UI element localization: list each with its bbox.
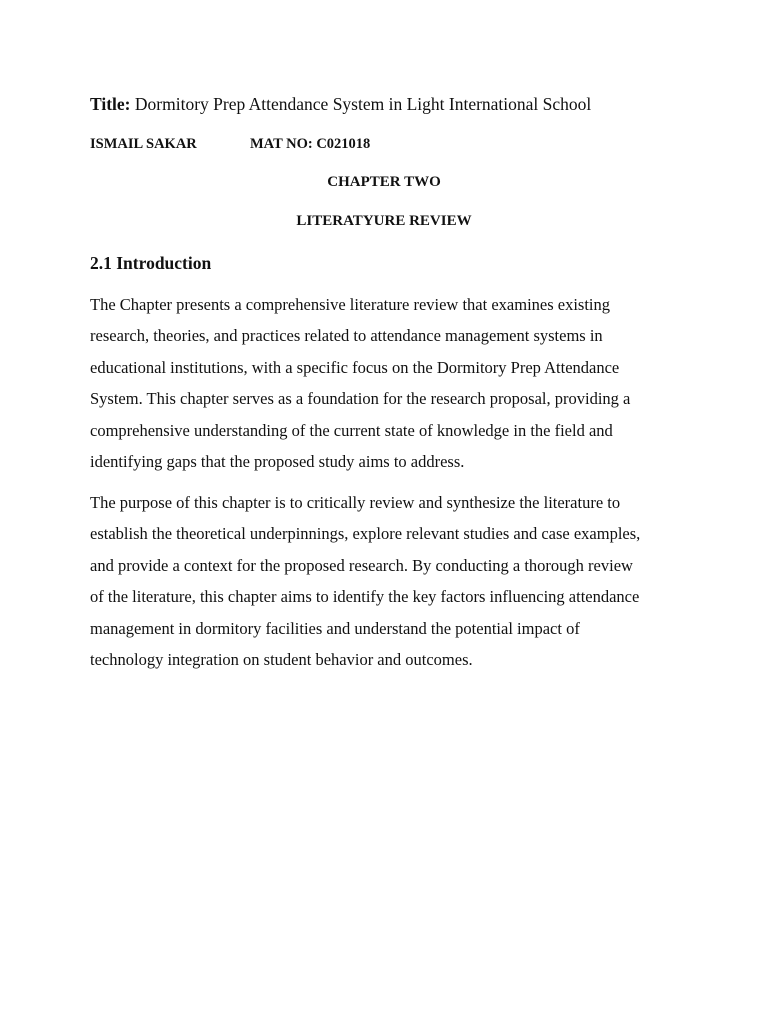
section-heading: 2.1 Introduction [90,253,212,273]
paragraph-line: establish the theoretical underpinnings, explore relevant studies and case examples, [90,524,641,544]
matriculation-number: MAT NO: C021018 [250,136,371,152]
paragraph-line: management in dormitory facilities and understand the potential impact of [90,618,580,638]
paragraph-line: research, theories, and practices related to attendance management systems in [90,326,603,346]
paragraph-line: comprehensive understanding of the current state of knowledge in the field and [90,420,613,440]
paragraph-line: of the literature, this chapter aims to identify the key factors influencing attendance [90,587,640,607]
author-info [90,135,371,153]
paragraph-line: technology integration on student behavior and outcomes. [90,650,473,670]
author-name: ISMAIL SAKAR [90,136,197,152]
paragraph-line: System. This chapter serves as a foundation for the research proposal, providing a [90,389,631,409]
paragraph-line: identifying gaps that the proposed study aims to address. [90,452,465,472]
body-paragraph [90,487,690,675]
paragraph-line: educational institutions, with a specific focus on the Dormitory Prep Attendance [90,357,620,377]
paragraph-line: and provide a context for the proposed research. By conducting a thorough review [90,555,633,575]
body-paragraph [90,289,690,477]
paragraph-line: The purpose of this chapter is to critically review and synthesize the literature to [90,493,621,512]
paragraph-line: The Chapter presents a comprehensive literature review that examines existing [90,295,611,314]
chapter-title: LITERATYURE REVIEW [296,213,472,229]
title-label: Title: [90,94,131,114]
document-title [90,93,591,115]
chapter-number: CHAPTER TWO [327,174,441,190]
title-text: Dormitory Prep Attendance System in Light International School [130,94,592,114]
